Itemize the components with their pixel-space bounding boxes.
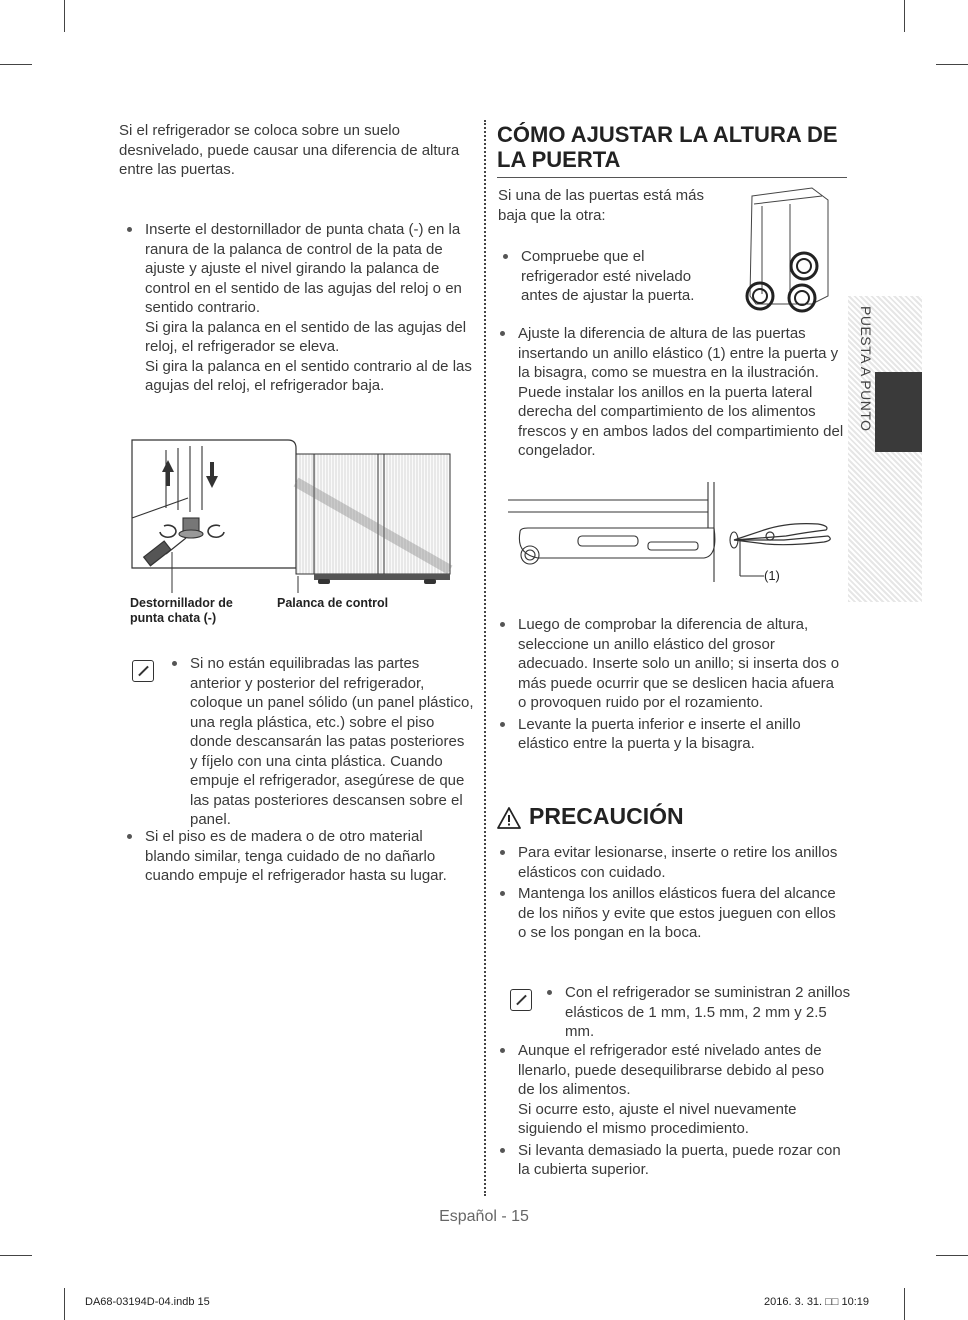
label-screwdriver: Destornillador de punta chata (-) [130,596,233,625]
footer-date: 2016. 3. 31. □□ 10:19 [764,1296,870,1308]
list-item [496,615,842,713]
crop-mark [904,1288,905,1320]
section-heading: CÓMO AJUSTAR LA ALTURA DE LA PUERTA [497,122,838,172]
left-bullet-list-2 [123,827,463,886]
page-number: Español - 15 [439,1208,529,1225]
list-item [123,220,475,396]
column-divider [484,120,486,1196]
right-note-list [543,983,853,1042]
heading-underline [497,177,847,178]
right-intro: Si una de las puertas está más baja que la otra: [498,187,704,224]
note-icon [510,989,532,1011]
crop-mark [0,1255,32,1256]
bullet-text: Si gira la palanca en el sentido contrario al de las agujas del reloj, el refrigerador baja. [145,357,472,394]
crop-mark [904,0,905,32]
crop-mark [936,1255,968,1256]
left-note-list [168,654,474,830]
crop-mark [64,1288,65,1320]
warning-icon [496,806,522,830]
list-item [496,715,842,754]
caution-list [496,843,848,943]
right-check-list [499,247,709,306]
list-item [168,654,474,830]
label-ring-1: (1) [764,568,780,583]
bullet-text: Inserte el destornillador de punta chata (-) en la ranura de la palanca de control de la pata de ajuste y ajuste el nivel girando la palanca de control en el sentido de las agujas del reloj o en sentido contrario. [145,221,462,316]
bullet-text: Si el piso es de madera o de otro material blando similar, tenga cuidado de no dañarlo cuando empuje el refrigerador hasta su lugar. [145,828,447,884]
bullet-text: Si no están equilibradas las partes anterior y posterior del refrigerador, coloque un panel sólido (un panel plástico, una regla plástica, etc.) sobre el piso donde descansarán las patas posteriores y fíjelo con una cinta plástica. Cuando empuje el refrigerador, asegúrese de que las patas posteriores descansen sobre el panel. [190,655,474,828]
side-tab-label: PUESTA A PUNTO [858,306,874,432]
list-item [543,983,853,1042]
list-item [499,247,709,306]
list-item [123,827,463,886]
leveling-circle [747,253,817,311]
bullet-text: Si levanta demasiado la puerta, puede rozar con la cubierta superior. [518,1141,841,1178]
hinge-ring-illustration [508,482,840,586]
crop-mark [936,64,968,65]
list-item [496,1041,842,1139]
list-item [496,884,848,943]
bullet-text: Levante la puerta inferior e inserte el anillo elástico entre la puerta y la bisagra. [518,715,801,752]
right-adjust-list [496,324,848,461]
bullet-text: Para evitar lesionarse, inserte o retire los anillos elásticos con cuidado. [518,844,838,881]
note-icon [132,660,154,682]
fridge-front-view [296,454,450,584]
right-final-list [496,1041,842,1180]
pliers-icon [734,524,830,545]
fridge-level-illustration [732,186,832,316]
caution-heading: PRECAUCIÓN [529,803,684,829]
bullet-text: Aunque el refrigerador esté nivelado antes de llenarlo, puede desequilibrarse debido al peso de los alimentos. [518,1042,825,1098]
bullet-text: Si ocurre esto, ajuste el nivel nuevamente siguiendo el mismo procedimiento. [518,1100,797,1137]
list-item [496,1141,842,1180]
crop-mark [64,0,65,32]
side-tab-marker [875,372,922,452]
bullet-text: Luego de comprobar la diferencia de altura, seleccione un anillo elástico del grosor adecuado. Inserte solo un anillo; si inserta dos o más puede ocurrir que se deslicen hacia afuera o provoquen ruido por el rozamiento. [518,616,840,711]
crop-mark [0,64,32,65]
bullet-text: Si gira la palanca en el sentido de las agujas del reloj, el refrigerador se eleva. [145,318,467,355]
left-intro: Si el refrigerador se coloca sobre un suelo desnivelado, puede causar una diferencia de altura entre las puertas. [119,122,460,178]
left-bullet-list [123,220,475,396]
screwdriver-icon [144,538,186,566]
fridge-leg-closeup [132,446,203,538]
bullet-text: Compruebe que el refrigerador esté nivelado antes de ajustar la puerta. [521,248,695,304]
leveling-leg-illustration [128,438,454,598]
list-item [496,324,848,461]
label-control-lever: Palanca de control [277,596,389,610]
bullet-text: Con el refrigerador se suministran 2 anillos elásticos de 1 mm, 1.5 mm, 2 mm y 2.5 mm. [565,984,851,1040]
right-after-list [496,615,842,754]
list-item [496,843,848,882]
bullet-text: Ajuste la diferencia de altura de las puertas insertando un anillo elástico (1) entre la puerta y la bisagra, como se muestra en la ilustración. Puede instalar los anillos en la puerta lateral derecha del compartimiento de los alimentos frescos y en ambos lados del compartimiento del congelador. [518,325,844,459]
footer-file: DA68-03194D-04.indb 15 [85,1296,210,1308]
bullet-text: Mantenga los anillos elásticos fuera del alcance de los niños y evite que estos jueguen con ellos o se los pongan en la boca. [518,885,836,941]
